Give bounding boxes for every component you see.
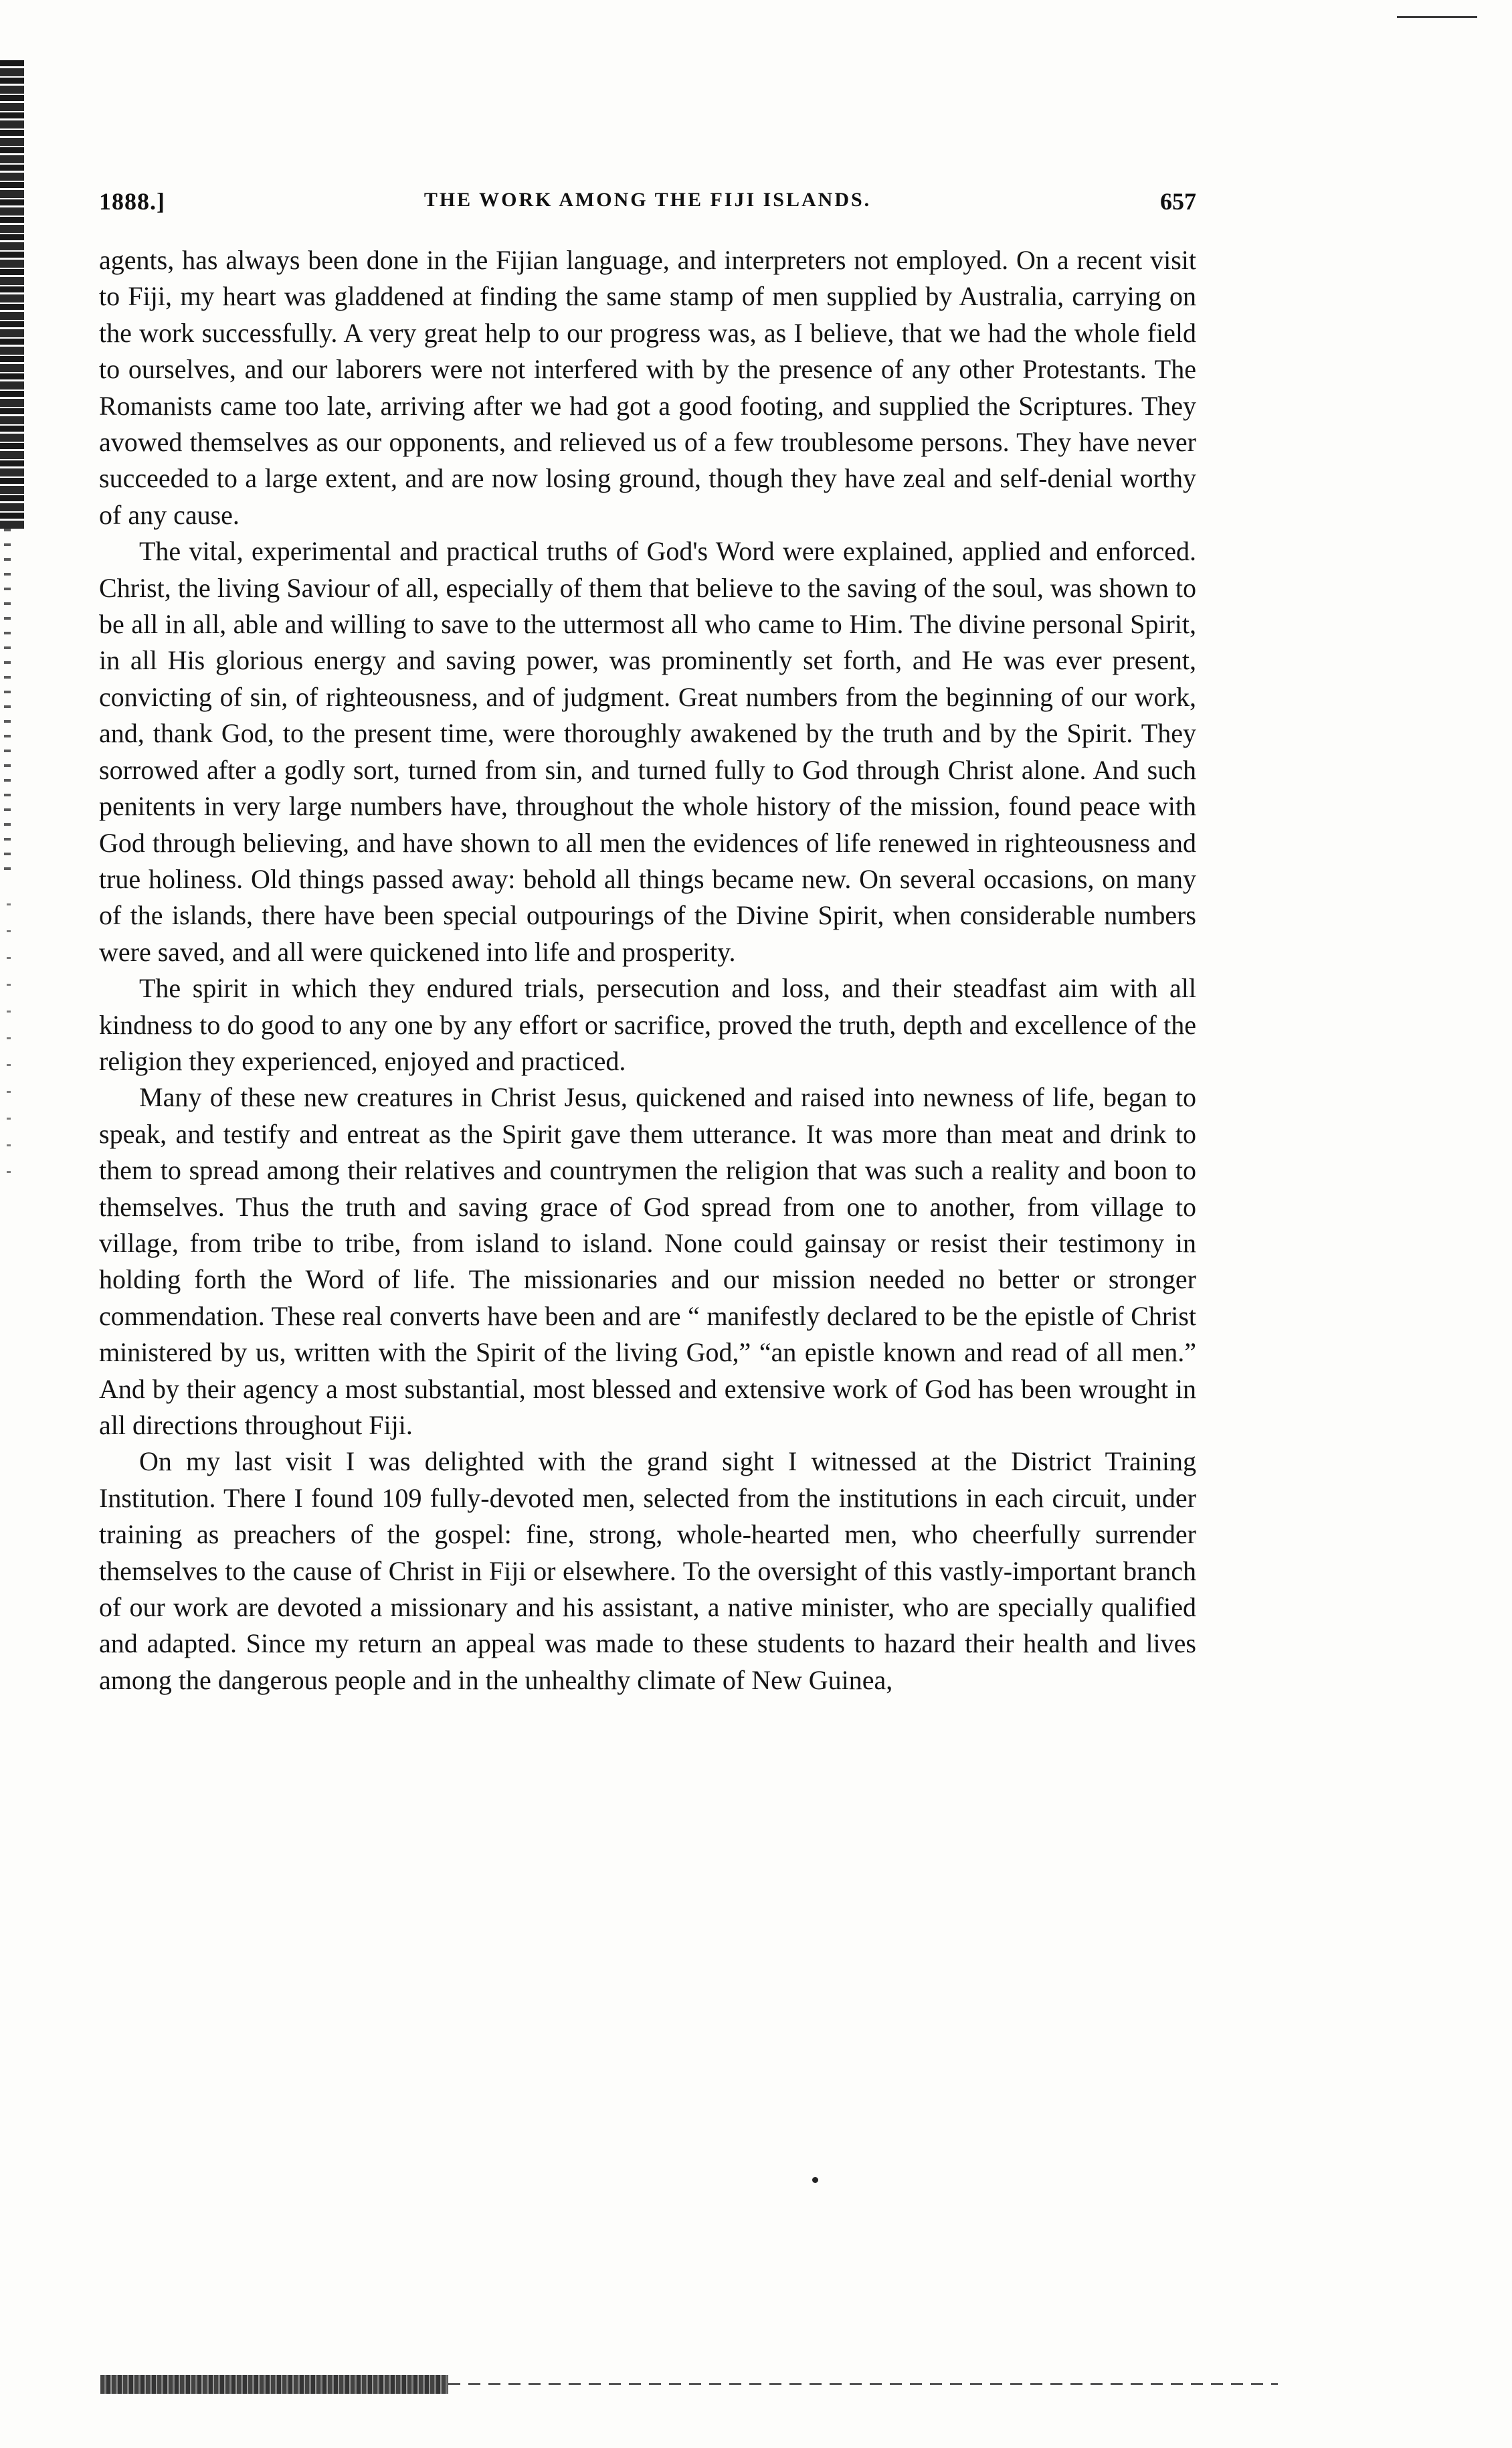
paragraph: The vital, experimental and practical truths of God's Word were explained, applied and enforced. Christ, the living Saviour of all, especially of them that believe to the saving of the soul, was shown to be all in all, able and willing to save to the uttermost all who came to Him. The divine personal Spirit, in all His glorious energy and saving power, was prominently set forth, and He was ever present, convicting of sin, of righteousness, and of judgment. Great numbers from the beginning of our work, and, thank God, to the present time, were thoroughly awakened by the truth and by the Spirit. They sorrowed after a godly sort, turned from sin, and turned fully to God through Christ alone. And such penitents in very large numbers have, throughout the whole history of the mission, found peace with God through believing, and have shown to all men the evidences of life renewed in righteousness and true holiness. Old things passed away: behold all things became new. On several occasions, on many of the islands, there have been special outpourings of the Divine Spirit, when considerable numbers were saved, and all were quickened into life and prosperity. bbox=[99, 536, 1196, 967]
scan-smear bbox=[100, 2375, 448, 2394]
running-title: THE WORK AMONG THE FIJI ISLANDS. bbox=[423, 189, 872, 211]
print-speck bbox=[812, 2177, 818, 2183]
scanned-binding-dots bbox=[7, 903, 11, 1185]
paragraph-continued: agents, has always been done in the Fijian language, and interpreters not employed. On a recent visit to Fiji, my heart was gladdened at finding the same stamp of men supplied by Australia, carrying on the work successfully. A very great help to our progress was, as I believe, that we had the whole field to ourselves, and our laborers were not interfered with by the presence of any other Protestants. The Romanists came too late, arriving after we had got a good footing, and supplied the Scriptures. They avowed themselves as our opponents, and relieved us of a few troublesome persons. They have never succeeded to a large extent, and are now losing ground, though they have zeal and self-denial worthy of any cause. bbox=[99, 245, 1196, 530]
header-year: 1888.] bbox=[99, 188, 165, 215]
scanned-binding-edge-lower bbox=[4, 529, 11, 877]
scanned-binding-edge bbox=[0, 60, 24, 529]
scan-dashed-rule bbox=[448, 2383, 1278, 2385]
article-body bbox=[99, 242, 1196, 2250]
top-edge-rule bbox=[1397, 16, 1477, 18]
paragraph: Many of these new creatures in Christ Jesus, quickened and raised into newness of life, began to speak, and testify and entreat as the Spirit gave them utterance. It was more than meat and drink to them to spread among their relatives and countrymen the religion that was such a reality and boon to themselves. Thus the truth and saving grace of God spread from one to another, from village to village, from tribe to tribe, from island to island. None could gainsay or resist their testimony in holding forth the Word of life. The missionaries and our mission needed no better or stronger commendation. These real converts have been and are “ manifestly declared to be the epistle of Christ ministered by us, written with the Spirit of the living God,” “an epistle known and read of all men.” And by their agency a most substantial, most blessed and extensive work of God has been wrought in all directions throughout Fiji. bbox=[99, 1082, 1196, 1440]
paragraph: On my last visit I was delighted with the grand sight I witnessed at the District Training Institution. There I found 109 fully-devoted men, selected from the institutions in each circuit, under training as preachers of the gospel: fine, strong, whole-hearted men, who cheerfully surrender themselves to the cause of Christ in Fiji or elsewhere. To the oversight of this vastly-important branch of our work are devoted a missionary and his assistant, a native minister, who are specially qualified and adapted. Since my return an appeal was made to these students to hazard their health and lives among the dangerous people and in the unhealthy climate of New Guinea, bbox=[99, 1446, 1196, 1695]
paragraph: The spirit in which they endured trials, persecution and loss, and their steadfast aim with all kindness to do good to any one by any effort or sacrifice, proved the truth, depth and excellence of the religion they experienced, enjoyed and practiced. bbox=[99, 973, 1196, 1076]
page-header bbox=[99, 187, 1196, 221]
scan-artifact-footer bbox=[100, 2372, 1278, 2399]
page-number: 657 bbox=[1160, 188, 1196, 215]
